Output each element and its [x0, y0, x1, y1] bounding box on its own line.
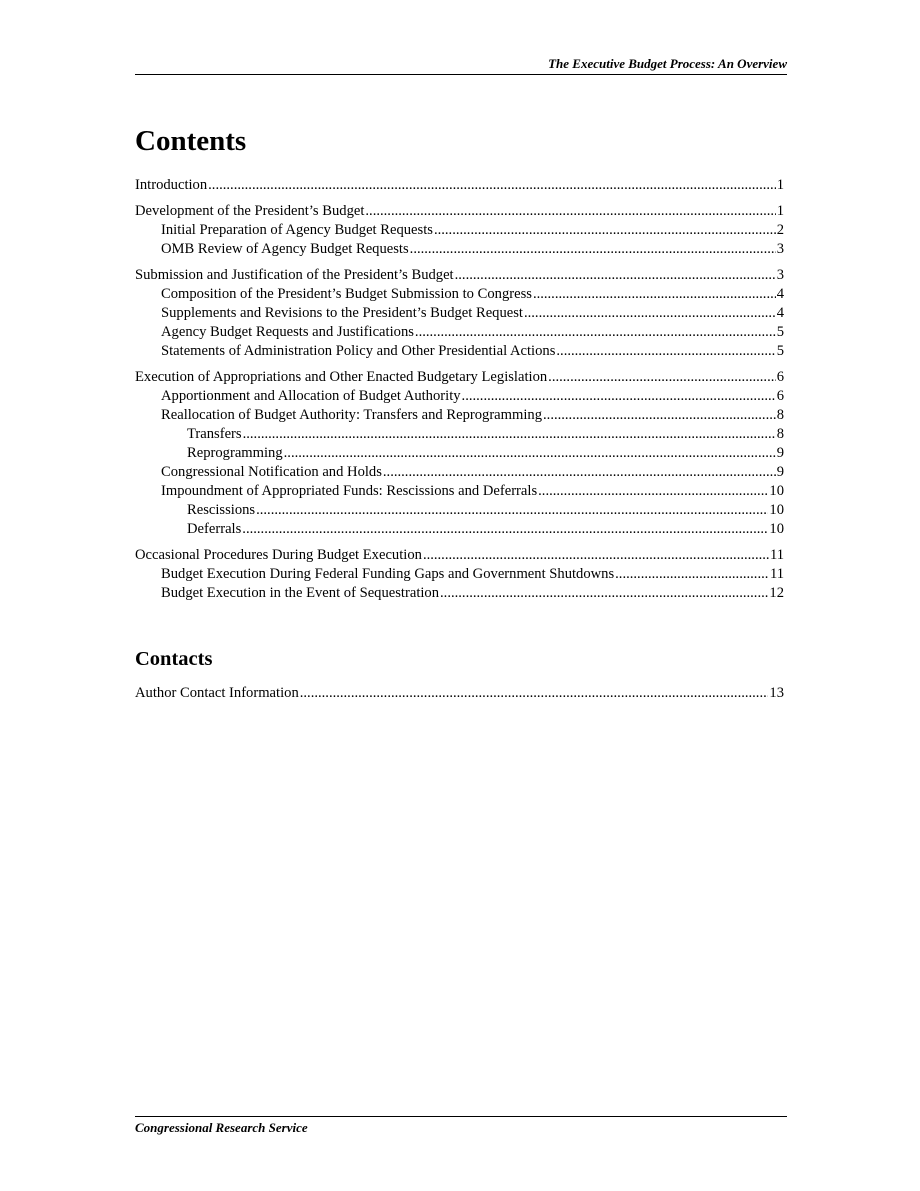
toc-entry[interactable] [135, 387, 784, 406]
toc-page-number: 3 [776, 241, 784, 257]
toc-page-number: 4 [776, 305, 784, 321]
toc-entry[interactable] [135, 520, 784, 539]
toc-dot-leader [548, 368, 776, 387]
toc-entry[interactable] [135, 684, 784, 703]
toc-dot-leader [543, 406, 776, 425]
toc-page-number: 4 [776, 286, 784, 302]
toc-entry-title: Author Contact Information [135, 685, 299, 701]
toc-dot-leader [300, 684, 769, 703]
toc-entry-title: Introduction [135, 177, 208, 193]
toc-page-number: 3 [776, 267, 784, 283]
header-rule [135, 74, 787, 75]
running-footer: Congressional Research Service [135, 1120, 308, 1135]
toc-page-number: 9 [776, 464, 784, 480]
toc-entry-title: Apportionment and Allocation of Budget Authority [161, 388, 461, 404]
toc-dot-leader [415, 323, 776, 342]
toc-entry-title: Agency Budget Requests and Justifications [161, 324, 414, 340]
table-of-contents [135, 176, 784, 603]
toc-entry-title: Rescissions [187, 502, 256, 518]
toc-entry[interactable] [135, 323, 784, 342]
toc-entry-title: Impoundment of Appropriated Funds: Rescissions and Deferrals [161, 483, 538, 499]
toc-entry[interactable] [135, 425, 784, 444]
toc-entry-title: Reallocation of Budget Authority: Transfers and Reprogramming [161, 407, 543, 423]
toc-page-number: 12 [769, 585, 784, 601]
toc-entry[interactable] [135, 368, 784, 387]
toc-page-number: 9 [776, 445, 784, 461]
toc-entry[interactable] [135, 221, 784, 240]
contacts-list [135, 684, 784, 703]
toc-dot-leader [455, 266, 776, 285]
toc-page-number: 11 [769, 547, 784, 563]
toc-entry-title: Statements of Administration Policy and Other Presidential Actions [161, 343, 556, 359]
toc-page-number: 13 [769, 685, 784, 701]
toc-page-number: 2 [776, 222, 784, 238]
toc-dot-leader [365, 202, 775, 221]
toc-entry[interactable] [135, 406, 784, 425]
toc-page-number: 11 [769, 566, 784, 582]
toc-page-number: 5 [776, 343, 784, 359]
toc-dot-leader [556, 342, 775, 361]
toc-entry[interactable] [135, 342, 784, 361]
toc-page-number: 10 [769, 483, 784, 499]
toc-entry-title: Reprogramming [187, 445, 283, 461]
toc-entry[interactable] [135, 501, 784, 520]
toc-dot-leader [615, 565, 769, 584]
toc-entry-title: Initial Preparation of Agency Budget Requests [161, 222, 433, 238]
toc-entry-title: Deferrals [187, 521, 242, 537]
toc-entry[interactable] [135, 176, 784, 195]
toc-entry[interactable] [135, 202, 784, 221]
toc-entry[interactable] [135, 546, 784, 565]
toc-dot-leader [383, 463, 776, 482]
toc-entry[interactable] [135, 285, 784, 304]
toc-dot-leader [434, 221, 776, 240]
toc-page-number: 5 [776, 324, 784, 340]
toc-dot-leader [284, 444, 776, 463]
toc-entry[interactable] [135, 565, 784, 584]
toc-page-number: 8 [776, 426, 784, 442]
toc-entry[interactable] [135, 482, 784, 501]
footer-rule [135, 1116, 787, 1117]
toc-dot-leader [256, 501, 768, 520]
toc-entry[interactable] [135, 266, 784, 285]
toc-dot-leader [242, 520, 768, 539]
toc-dot-leader [208, 176, 776, 195]
toc-dot-leader [410, 240, 776, 259]
page-title: Contents [135, 125, 247, 157]
toc-entry-title: Execution of Appropriations and Other Enacted Budgetary Legislation [135, 369, 548, 385]
toc-dot-leader [440, 584, 768, 603]
toc-entry[interactable] [135, 463, 784, 482]
toc-page-number: 1 [776, 177, 784, 193]
toc-dot-leader [462, 387, 776, 406]
toc-page-number: 6 [776, 369, 784, 385]
toc-page-number: 1 [776, 203, 784, 219]
toc-entry-title: Composition of the President’s Budget Submission to Congress [161, 286, 532, 302]
running-header: The Executive Budget Process: An Overview [548, 56, 787, 71]
toc-dot-leader [533, 285, 776, 304]
toc-dot-leader [524, 304, 776, 323]
toc-entry-title: Submission and Justification of the President’s Budget [135, 267, 454, 283]
toc-dot-leader [423, 546, 769, 565]
toc-entry-title: OMB Review of Agency Budget Requests [161, 241, 409, 257]
toc-page-number: 10 [769, 502, 784, 518]
contacts-heading: Contacts [135, 648, 213, 670]
toc-entry-title: Budget Execution in the Event of Sequestration [161, 585, 440, 601]
toc-entry-title: Supplements and Revisions to the President’s Budget Request [161, 305, 523, 321]
toc-entry-title: Congressional Notification and Holds [161, 464, 382, 480]
toc-entry[interactable] [135, 240, 784, 259]
toc-page-number: 8 [776, 407, 784, 423]
toc-entry-title: Development of the President’s Budget [135, 203, 365, 219]
toc-dot-leader [538, 482, 768, 501]
toc-entry-title: Budget Execution During Federal Funding Gaps and Government Shutdowns [161, 566, 615, 582]
toc-dot-leader [243, 425, 776, 444]
toc-entry[interactable] [135, 304, 784, 323]
toc-entry-title: Occasional Procedures During Budget Execution [135, 547, 422, 563]
toc-entry-title: Transfers [187, 426, 242, 442]
toc-entry[interactable] [135, 584, 784, 603]
toc-page-number: 6 [776, 388, 784, 404]
toc-entry[interactable] [135, 444, 784, 463]
toc-page-number: 10 [769, 521, 784, 537]
